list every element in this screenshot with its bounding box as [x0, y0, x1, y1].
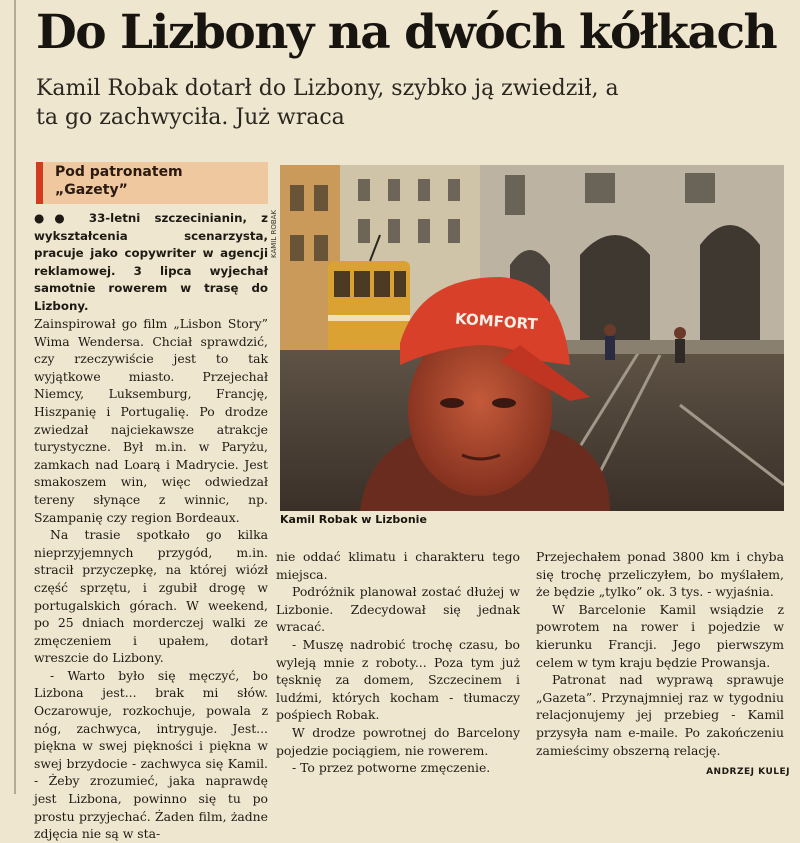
lisbon-street-photo: [280, 165, 784, 511]
article-photo: [280, 165, 784, 511]
paragraph: W drodze powrotnej do Barcelony pojedzie pociągiem, nie rowerem.: [276, 724, 520, 758]
photo-caption: Kamil Robak w Lizbonie: [280, 513, 427, 526]
article-lead: [34, 210, 268, 315]
paragraph: Na trasie spotkało go kilka nieprzyjemnych przygód, m.in. stracił przyczepkę, na której wiózł część sprzętu, i zgubił drogę w portugalskich górach. W weekend, po 25 dniach morderczej walki ze zmęczeniem i upałem, dotarł wreszcie do Lizbony.: [34, 527, 268, 666]
cap-logo-text: KOMFORT: [454, 309, 539, 334]
patronage-box: [36, 162, 268, 204]
paragraph: - To przez potworne zmęczenie.: [292, 760, 491, 776]
patronage-line-1: Pod patronatem: [55, 164, 183, 180]
paragraph: Przejechałem ponad 3800 km i chyba się trochę przeliczyłem, bo myślałem, że będzie „tylko” ok. 3 tys. - wyjaśnia.: [536, 549, 784, 600]
paragraph: - Muszę nadrobić trochę czasu, bo wyleją mnie z roboty... Poza tym już tęsknię za domem, Szczecinem i ludźmi, których kocham - tłumaczy pośpiech Robak.: [276, 636, 520, 723]
paragraph: nie oddać klimatu i charakteru tego miejsca.: [276, 549, 520, 582]
paragraph: W Barcelonie Kamil wsiądzie z powrotem na rower i pojedzie w kierunku Francji. Jego pierwszym celem w tym kraju będzie Prowansja.: [536, 601, 784, 670]
paragraph: Patronat nad wyprawą sprawuje „Gazeta”. Przynajmniej raz w tygodniu relacjonujemy jej przebieg - Kamil przysyła nam e-maile. Po zakończeniu zamieścimy obszerną relację.: [536, 672, 784, 758]
article-column-3: [536, 548, 784, 759]
patronage-line-2: „Gazety”: [55, 182, 128, 198]
paragraph: Zainspirował go film „Lisbon Story” Wima Wendersa. Chciał sprawdzić, czy rzeczywiście jest to tak wyjątkowe miasto. Przejechał Niemcy, Luksemburg, Francję, Hiszpanię i Portugalię. Po drodze zwiedzał najciekawsze atrakcje turystyczne. Był m.in. w Paryżu, zamkach nad Loarą i Madrycie. Jest smakoszem win, więc odwiedzał tereny słynące z winnic, np. Szampanię czy region Bordeaux.: [34, 316, 268, 525]
paragraph: Podróżnik planował zostać dłużej w Lizbonie. Zdecydował się jednak wracać.: [276, 584, 520, 635]
page-fold-line: [14, 0, 16, 794]
lead-text: 33-letni szczecinianin, z wykształcenia scenarzysta, pracuje jako copywriter w agencji reklamowej. 3 lipca wyjechał samotnie rowerem w trasę do Lizbony.: [34, 211, 268, 313]
article-author: ANDRZEJ KULEJ: [706, 767, 790, 777]
article-column-2: [276, 548, 520, 777]
photo-credit: KAMIL ROBAK: [270, 209, 278, 258]
article-headline: Do Lizbony na dwóch kółkach: [36, 5, 777, 60]
lead-bullet-icon: ●●: [34, 211, 89, 225]
paragraph: - Warto było się męczyć, bo Lizbona jest... brak mi słów. Oczarowuje, rozkochuje, powala z nóg, zachwyca, intryguje. Jest... piękna w swej piękności i piękna w swej brzydocie - zachwyca się Kamil. - Żeby zrozumieć, jaka naprawdę jest Lizbona, powinno się tu po prostu przyjechać. Żaden film, żadne zdjęcia nie są w sta-: [34, 667, 268, 842]
article-column-1: [34, 210, 268, 843]
article-subheadline: Kamil Robak dotarł do Lizbony, szybko ją zwiedził, a ta go zachwyciła. Już wraca: [36, 76, 619, 130]
